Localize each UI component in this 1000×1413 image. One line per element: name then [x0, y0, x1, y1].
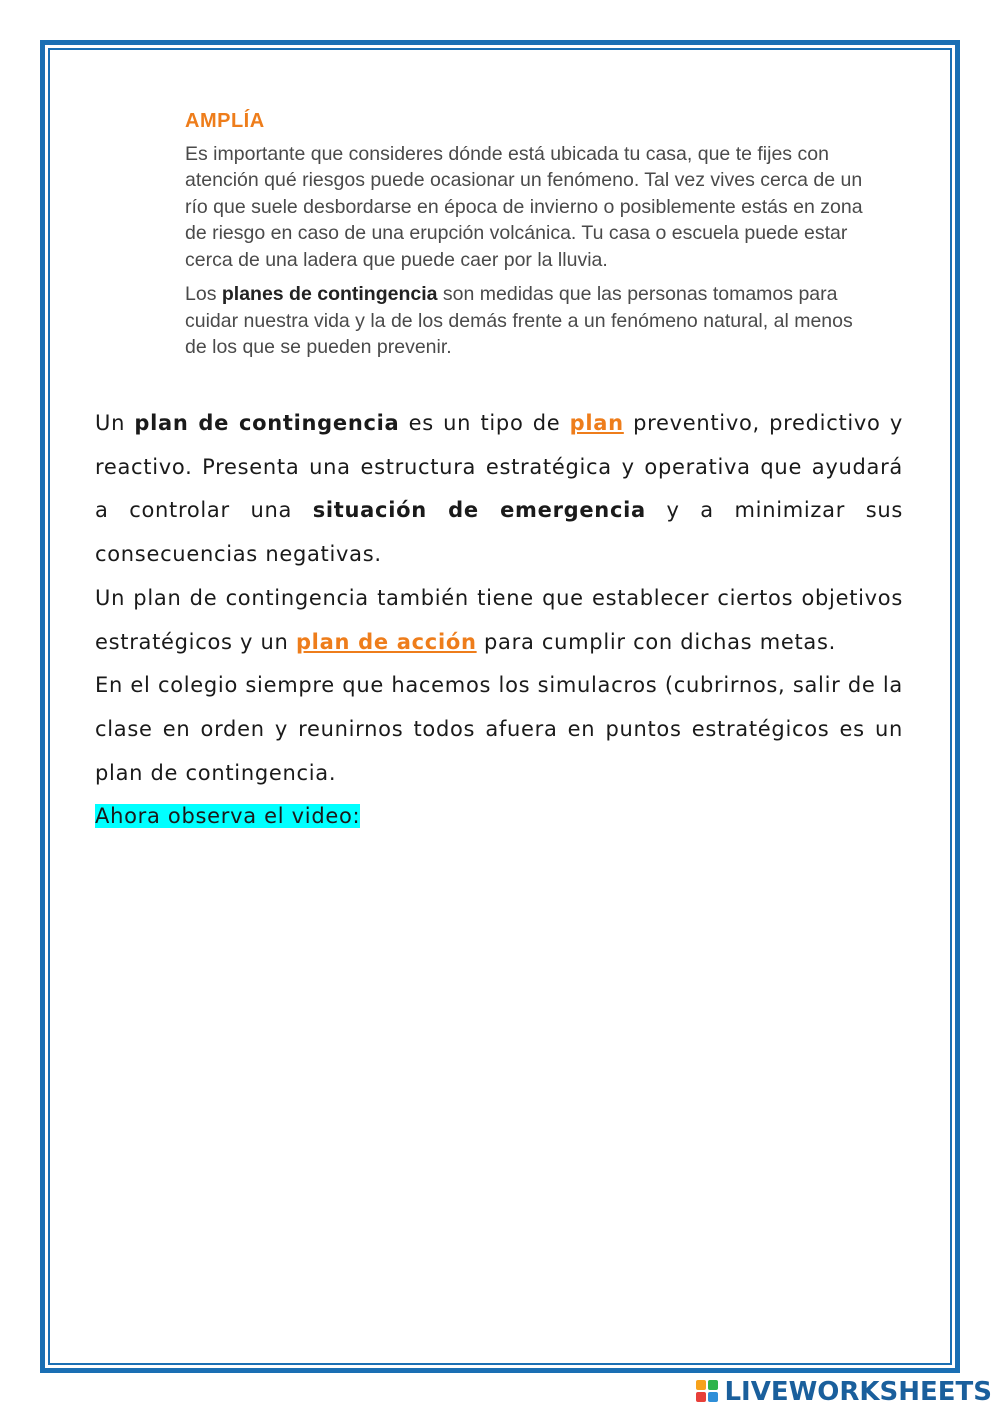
highlighted-video-instruction: Ahora observa el video:: [95, 804, 361, 829]
link-plan-de-accion[interactable]: plan de acción: [295, 629, 477, 654]
main-text: [95, 402, 903, 839]
bold-term-plan-de-contingencia: plan de contingencia: [134, 411, 400, 435]
paragraph-video-prompt: [95, 795, 903, 839]
paragraph-school-example: En el colegio siempre que hacemos los simulacros (cubrirnos, salir de la clase en orden y reunirnos todos afuera en puntos estratégicos es un plan de contingencia.: [95, 673, 903, 785]
link-plan[interactable]: plan: [569, 411, 624, 435]
amplia-box: [185, 108, 875, 361]
amplia-paragraph-2: Los planes de contingencia son medidas que las personas tomamos para cuidar nuestra vida y la de los demás frente a un fenómeno natural, al menos de los que se pueden prevenir.: [185, 283, 853, 358]
amplia-title: AMPLÍA: [185, 110, 265, 132]
liveworksheets-logo[interactable]: [696, 1377, 992, 1407]
liveworksheets-brand-text: LIVEWORKSHEETS: [724, 1377, 992, 1407]
amplia-bold-term: planes de contingencia: [221, 283, 438, 305]
paragraph-definition: Un plan de contingencia es un tipo de plan preventivo, predictivo y reactivo. Presenta una estructura estratégica y operativa que ayudará a controlar una situación de emergencia y a minimizar sus consecuencias negativas.: [95, 411, 903, 567]
liveworksheets-logo-icon: [696, 1380, 720, 1404]
paragraph-objectives: Un plan de contingencia también tiene que establecer ciertos objetivos estratégicos y un plan de acción para cumplir con dichas metas.: [95, 585, 903, 654]
bold-term-situacion-de-emergencia: situación de emergencia: [312, 498, 646, 523]
amplia-paragraph-1: Es importante que consideres dónde está ubicada tu casa, que te fijes con atención qué riesgos puede ocasionar un fenómeno. Tal vez vives cerca de un río que suele desbordarse en época de invierno o posiblemente estás en zona de riesgo en caso de una erupción volcánica. Tu casa o escuela puede estar cerca de una ladera que puede caer por la lluvia.: [185, 142, 863, 271]
